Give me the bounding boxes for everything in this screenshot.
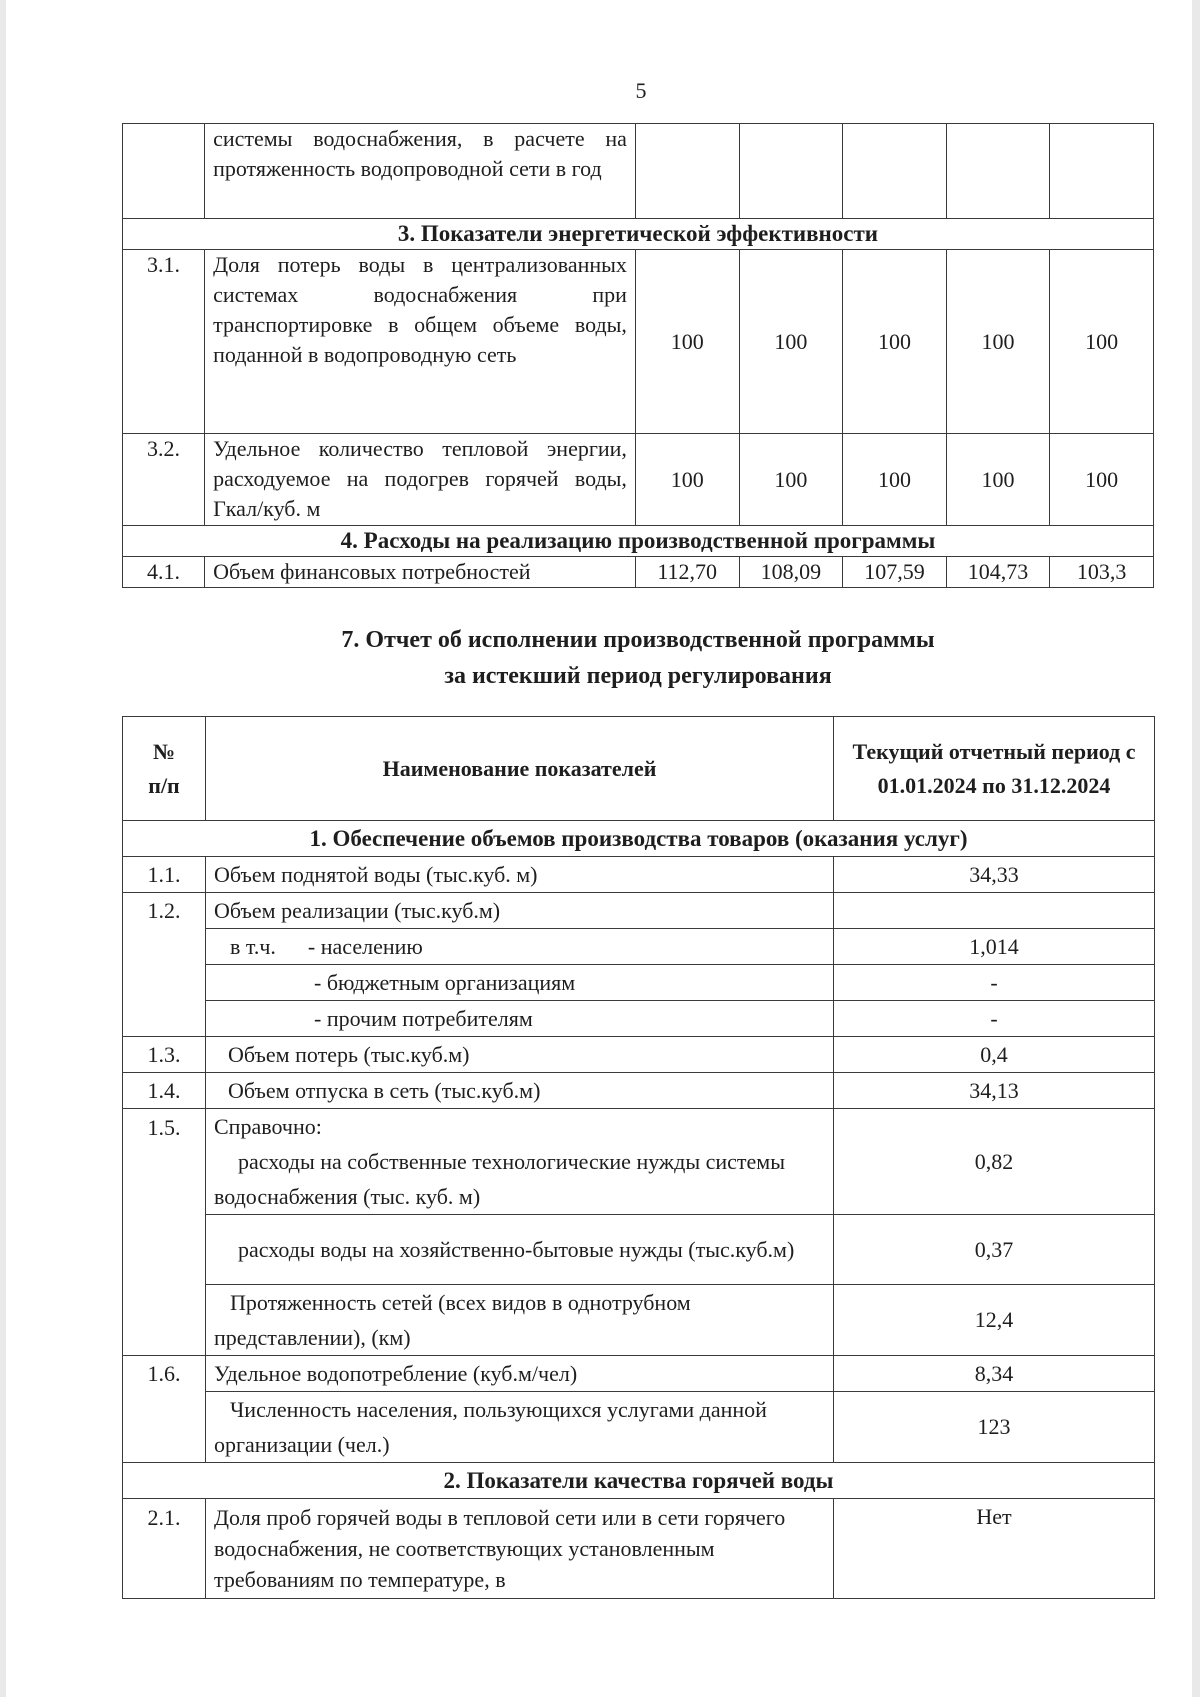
table-row bbox=[123, 857, 1155, 893]
section-row bbox=[123, 1463, 1155, 1499]
table-row bbox=[123, 1215, 1155, 1285]
indicator-name-cell: Удельное количество тепловой энергии, расходуемое на подогрев горячей воды, Гкал/куб. м bbox=[205, 434, 636, 526]
value-cell bbox=[843, 124, 947, 219]
value-cell: 34,33 bbox=[834, 857, 1155, 893]
row-number: 3.1. bbox=[123, 250, 205, 434]
indicator-name-cell: Доля потерь воды в централизованных системах водоснабжения при транспортировке в общем объеме воды, поданной в водопроводную сеть bbox=[205, 250, 636, 434]
page-number: 5 bbox=[635, 78, 647, 103]
table-row bbox=[123, 893, 1155, 929]
header-period: Текущий отчетный период с 01.01.2024 по 31.12.2024 bbox=[834, 717, 1155, 821]
value-cell: 100 bbox=[739, 250, 843, 434]
row-number: 4.1. bbox=[123, 557, 205, 588]
value-cell: - bbox=[834, 1001, 1155, 1037]
indicator-name-cell: Доля проб горячей воды в тепловой сети или в сети горячего водоснабжения, не соответствующих установленным требованиям по температуре, в bbox=[206, 1499, 834, 1599]
row-number: 1.1. bbox=[123, 857, 206, 893]
report-title-line-2: за истекший период регулирования bbox=[444, 663, 832, 689]
table-row bbox=[123, 1356, 1155, 1392]
value-cell: 0,4 bbox=[834, 1037, 1155, 1073]
indicator-name-cell bbox=[206, 1109, 834, 1215]
header-name: Наименование показателей bbox=[206, 717, 834, 821]
table-row bbox=[123, 557, 1154, 588]
sub-indicator-name: расходы на собственные технологические нужды системы водоснабжения (тыс. куб. м) bbox=[214, 1149, 785, 1209]
table-row bbox=[123, 124, 1154, 219]
value-cell bbox=[834, 893, 1155, 929]
indicator-name-cell: Объем поднятой воды (тыс.куб. м) bbox=[206, 857, 834, 893]
value-cell: 100 bbox=[635, 434, 739, 526]
sub-indicator-name: расходы воды на хозяйственно-бытовые нужды (тыс.куб.м) bbox=[238, 1237, 795, 1262]
sub-indicator-name: Протяженность сетей (всех видов в однотрубном представлении), (км) bbox=[214, 1290, 691, 1350]
value-cell: 100 bbox=[843, 250, 947, 434]
value-cell: 100 bbox=[739, 434, 843, 526]
section-row bbox=[123, 526, 1154, 557]
indicator-name-cell: системы водоснабжения, в расчете на протяженность водопроводной сети в год bbox=[205, 124, 636, 219]
table-row bbox=[123, 965, 1155, 1001]
prefix-label: в т.ч. bbox=[230, 933, 276, 959]
value-cell bbox=[635, 124, 739, 219]
row-number: 1.3. bbox=[123, 1037, 206, 1073]
section-row bbox=[123, 219, 1154, 250]
sub-indicator-name: - населению bbox=[307, 933, 423, 959]
indicator-name-cell: Объем потерь (тыс.куб.м) bbox=[206, 1037, 834, 1073]
row-number: 1.6. bbox=[123, 1356, 206, 1463]
value-cell: Нет bbox=[834, 1499, 1155, 1599]
value-cell: 103,3 bbox=[1050, 557, 1154, 588]
table-row bbox=[123, 1499, 1155, 1599]
table-row bbox=[123, 1285, 1155, 1356]
header-row bbox=[123, 717, 1155, 821]
value-cell bbox=[946, 124, 1050, 219]
table-row bbox=[123, 1037, 1155, 1073]
value-cell: 100 bbox=[1050, 250, 1154, 434]
value-cell: 100 bbox=[843, 434, 947, 526]
row-number: 3.2. bbox=[123, 434, 205, 526]
indicator-name-cell bbox=[206, 1285, 834, 1356]
section-title: 2. Показатели качества горячей воды bbox=[123, 1463, 1155, 1499]
value-cell: 100 bbox=[1050, 434, 1154, 526]
value-cell: 104,73 bbox=[946, 557, 1050, 588]
indicator-name-cell bbox=[206, 1392, 834, 1463]
indicator-name-cell: Объем отпуска в сеть (тыс.куб.м) bbox=[206, 1073, 834, 1109]
value-cell: 12,4 bbox=[834, 1285, 1155, 1356]
row-number: 1.5. bbox=[123, 1109, 206, 1356]
value-cell: 100 bbox=[635, 250, 739, 434]
value-cell: 0,82 bbox=[834, 1109, 1155, 1215]
section-title: 4. Расходы на реализацию производственной программы bbox=[123, 526, 1154, 557]
report-title-line-1: 7. Отчет об исполнении производственной программы bbox=[341, 627, 935, 653]
value-cell: 0,37 bbox=[834, 1215, 1155, 1285]
indicator-name-cell: Объем финансовых потребностей bbox=[205, 557, 636, 588]
section-title: 3. Показатели энергетической эффективности bbox=[123, 219, 1154, 250]
report-table bbox=[122, 716, 1155, 1599]
table-row bbox=[123, 434, 1154, 526]
table-row bbox=[123, 1392, 1155, 1463]
num-cell bbox=[123, 124, 205, 219]
sub-indicator-name: - бюджетным организациям bbox=[206, 965, 834, 1001]
sub-indicator-name: Численность населения, пользующихся услугами данной организации (чел.) bbox=[214, 1397, 767, 1457]
value-cell: 107,59 bbox=[843, 557, 947, 588]
table-row bbox=[123, 1109, 1155, 1215]
section-title: 1. Обеспечение объемов производства товаров (оказания услуг) bbox=[123, 821, 1155, 857]
indicator-name-cell bbox=[206, 1215, 834, 1285]
row-number: 1.2. bbox=[123, 893, 206, 1037]
value-cell: 123 bbox=[834, 1392, 1155, 1463]
indicator-name-cell bbox=[206, 929, 834, 965]
value-cell bbox=[739, 124, 843, 219]
value-cell: 100 bbox=[946, 250, 1050, 434]
value-cell: 108,09 bbox=[739, 557, 843, 588]
value-cell bbox=[1050, 124, 1154, 219]
document-page bbox=[6, 0, 1192, 1697]
row-number: 2.1. bbox=[123, 1499, 206, 1599]
value-cell: 8,34 bbox=[834, 1356, 1155, 1392]
report-title bbox=[122, 622, 1154, 694]
table-row bbox=[123, 929, 1155, 965]
table-row bbox=[123, 1001, 1155, 1037]
indicator-name-cell: Удельное водопотребление (куб.м/чел) bbox=[206, 1356, 834, 1392]
table-row bbox=[123, 250, 1154, 434]
section-row bbox=[123, 821, 1155, 857]
indicators-table bbox=[122, 123, 1154, 588]
header-num: № п/п bbox=[123, 717, 206, 821]
sub-indicator-name: - прочим потребителям bbox=[206, 1001, 834, 1037]
value-cell: 112,70 bbox=[635, 557, 739, 588]
value-cell: 1,014 bbox=[834, 929, 1155, 965]
value-cell: 100 bbox=[946, 434, 1050, 526]
reference-label: Справочно: bbox=[214, 1114, 322, 1139]
value-cell: - bbox=[834, 965, 1155, 1001]
table-row bbox=[123, 1073, 1155, 1109]
row-number: 1.4. bbox=[123, 1073, 206, 1109]
indicator-name-cell: Объем реализации (тыс.куб.м) bbox=[206, 893, 834, 929]
value-cell: 34,13 bbox=[834, 1073, 1155, 1109]
